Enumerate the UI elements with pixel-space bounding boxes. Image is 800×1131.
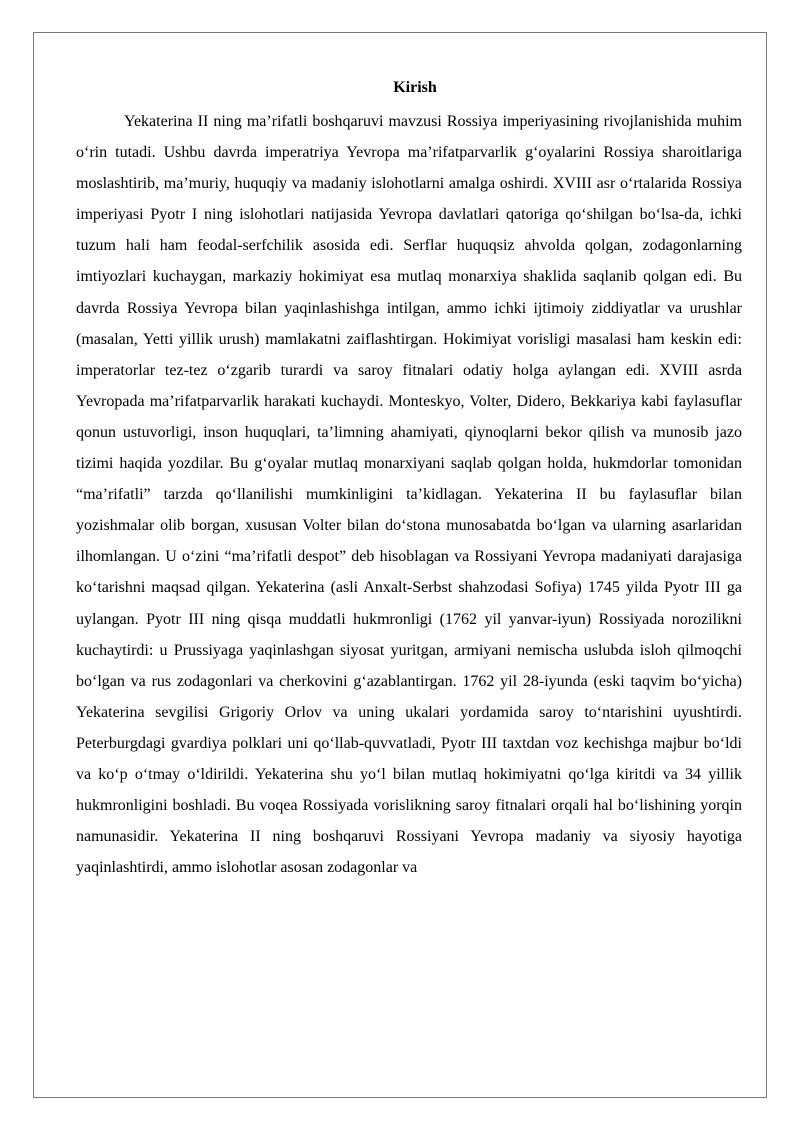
section-title: Kirish: [393, 79, 437, 96]
document-content: [76, 76, 742, 1076]
body-paragraph: Yekaterina II ning ma’rifatli boshqaruvi mavzusi Rossiya imperiyasining rivojlanishida muhim o‘rin tutadi. Ushbu davrda imperatriya Yevropa ma’rifatparvarlik g‘oyalarini Rossiya sharoitlariga moslashtirib, ma’muriy, huquqiy va madaniy islohotlarni amalga oshirdi. XVIII asr o‘rtalarida Rossiya imperiyasi Pyotr I ning islohotlari natijasida Yevropa davlatlari qatoriga qo‘shilgan bo‘lsa-da, ichki tuzum hali ham feodal-serfchilik asosida edi. Serflar huquqsiz ahvolda qolgan, zodagonlarning imtiyozlari kuchaygan, markaziy hokimiyat esa mutlaq monarxiya shaklida saqlanib qolgan edi. Bu davrda Rossiya Yevropa bilan yaqinlashishga intilgan, ammo ichki ijtimoiy ziddiyatlar va urushlar (masalan, Yetti yillik urush) mamlakatni zaiflashtirgan. Hokimiyat vorisligi masalasi ham keskin edi: imperatorlar tez-tez o‘zgarib turardi va saroy fitnalari odatiy holga aylangan edi. XVIII asrda Yevropada ma’rifatparvarlik harakati kuchaydi. Monteskyo, Volter, Didero, Bekkariya kabi faylasuflar qonun ustuvorligi, inson huquqlari, ta’limning ahamiyati, qiynoqlarni bekor qilish va munosib jazo tizimi haqida yozdilar. Bu g‘oyalar mutlaq monarxiyani saqlab qolgan holda, hukmdorlar tomonidan “ma’rifatli” tarzda qo‘llanilishi mumkinligini ta’kidlagan. Yekaterina II bu faylasuflar bilan yozishmalar olib borgan, xususan Volter bilan do‘stona munosabatda bo‘lgan va ularning asarlaridan ilhomlangan. U o‘zini “ma’rifatli despot” deb hisoblagan va Rossiyani Yevropa madaniyati darajasiga ko‘tarishni maqsad qilgan. Yekaterina (asli Anxalt-Serbst shahzodasi Sofiya) 1745 yilda Pyotr III ga uylangan. Pyotr III ning qisqa muddatli hukmronligi (1762 yil yanvar-iyun) Rossiyada norozilikni kuchaytirdi: u Prussiyaga yaqinlashgan siyosat yuritgan, armiyani nemischa uslubda isloh qilmoqchi bo‘lgan va rus zodagonlari va cherkovini g‘azablantirgan. 1762 yil 28-iyunda (eski taqvim bo‘yicha) Yekaterina sevgilisi Grigoriy Orlov va uning ukalari yordamida saroy to‘ntarishini uyushtirdi. Peterburgdagi gvardiya polklari uni qo‘llab-quvvatladi, Pyotr III taxtdan voz kechishga majbur bo‘ldi va ko‘p o‘tmay o‘ldirildi. Yekaterina shu yo‘l bilan mutlaq hokimiyatni qo‘lga kiritdi va 34 yillik hukmronligini boshladi. Bu voqea Rossiyada vorislikning saroy fitnalari orqali hal bo‘lishining yorqin namunasidir. Yekaterina II ning boshqaruvi Rossiyani Yevropa madaniy va siyosiy hayotiga yaqinlashtirdi, ammo islohotlar asosan zodagonlar va: [76, 113, 742, 877]
